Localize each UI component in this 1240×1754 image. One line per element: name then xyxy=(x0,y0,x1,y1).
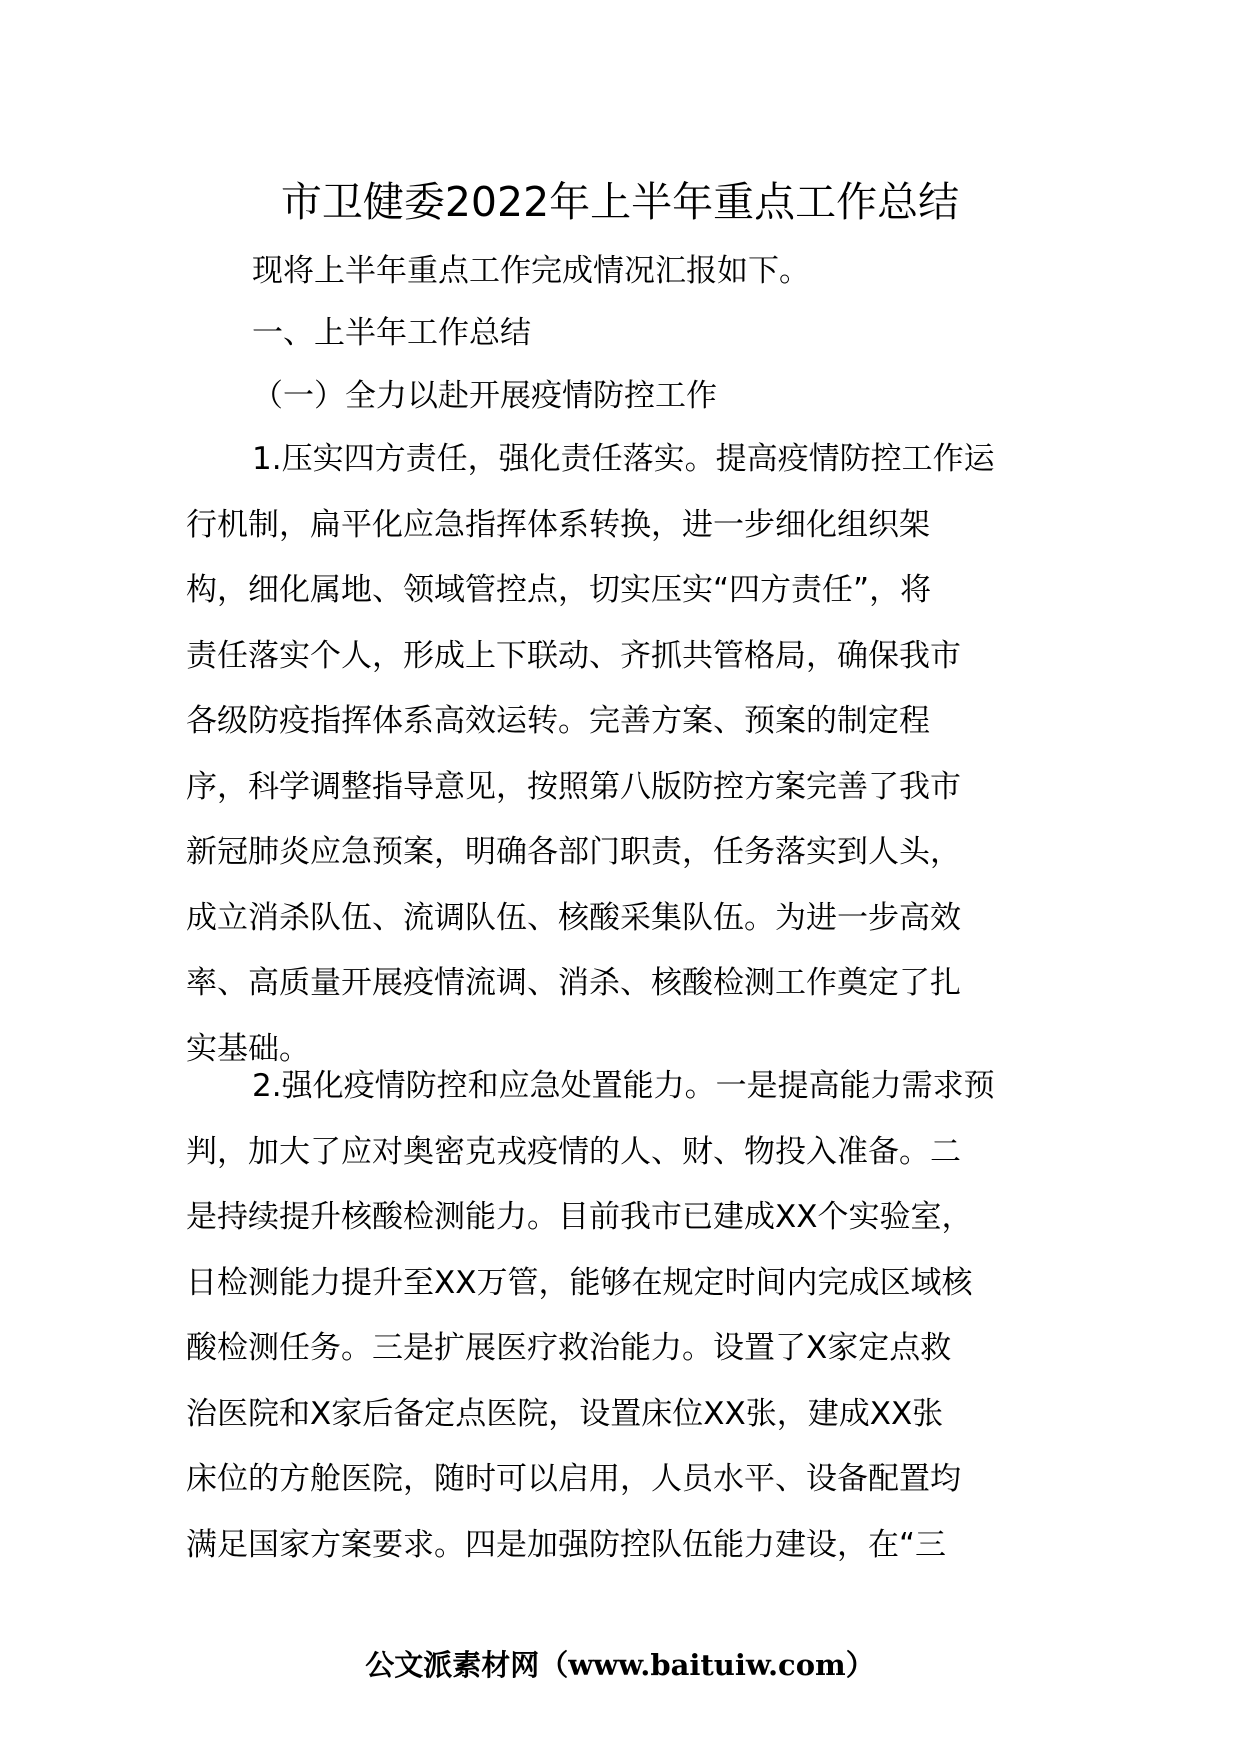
paragraph-line: 成立消杀队伍、流调队伍、核酸采集队伍。为进一步高效 xyxy=(186,899,961,936)
paragraph-line: 新冠肺炎应急预案，明确各部门职责，任务落实到人头， xyxy=(186,834,961,870)
paragraph-2 xyxy=(186,1054,1056,1578)
paragraph-line: 是持续提升核酸检测能力。目前我市已建成XX个实验室， xyxy=(186,1199,973,1235)
section-heading: 一、上半年工作总结 xyxy=(252,315,531,351)
paragraph-line: 治医院和X家后备定点医院，设置床位XX张，建成XX张 xyxy=(186,1395,944,1432)
paragraph-line: 责任落实个人，形成上下联动、齐抓共管格局，确保我市 xyxy=(186,637,961,674)
paragraph-line: 序，科学调整指导意见，按照第八版防控方案完善了我市 xyxy=(186,768,961,805)
document-title: 市卫健委2022年上半年重点工作总结 xyxy=(280,178,960,226)
paragraph-line: 床位的方舱医院，随时可以启用，人员水平、设备配置均 xyxy=(186,1461,961,1497)
paragraph-line: 酸检测任务。三是扩展医疗救治能力。设置了X家定点救 xyxy=(186,1330,952,1366)
paragraph-line: 判，加大了应对奥密克戎疫情的人、财、物投入准备。二 xyxy=(186,1133,961,1170)
paragraph-1 xyxy=(186,427,1056,1082)
paragraph-line: 率、高质量开展疫情流调、消杀、核酸检测工作奠定了扎 xyxy=(186,965,961,1001)
paragraph-line: 满足国家方案要求。四是加强防控队伍能力建设，在“三 xyxy=(186,1526,947,1563)
paragraph-line: 各级防疫指挥体系高效运转。完善方案、预案的制定程 xyxy=(186,703,930,739)
paragraph-line: 2.强化疫情防控和应急处置能力。一是提高能力需求预 xyxy=(252,1068,995,1104)
paragraph-line: 实基础。 xyxy=(186,1030,310,1067)
paragraph-line: 1.压实四方责任，强化责任落实。提高疫情防控工作运 xyxy=(252,441,995,477)
paragraph-line: 构，细化属地、领域管控点，切实压实“四方责任”，将 xyxy=(186,572,932,608)
subsection-heading: （一）全力以赴开展疫情防控工作 xyxy=(252,378,717,414)
paragraph-line: 日检测能力提升至XX万管，能够在规定时间内完成区域核 xyxy=(186,1264,973,1301)
intro-paragraph: 现将上半年重点工作完成情况汇报如下。 xyxy=(252,253,810,289)
footer-watermark: 公文派素材网（www.baituiw.com） xyxy=(365,1648,875,1682)
paragraph-line: 行机制，扁平化应急指挥体系转换，进一步细化组织架 xyxy=(186,506,930,543)
